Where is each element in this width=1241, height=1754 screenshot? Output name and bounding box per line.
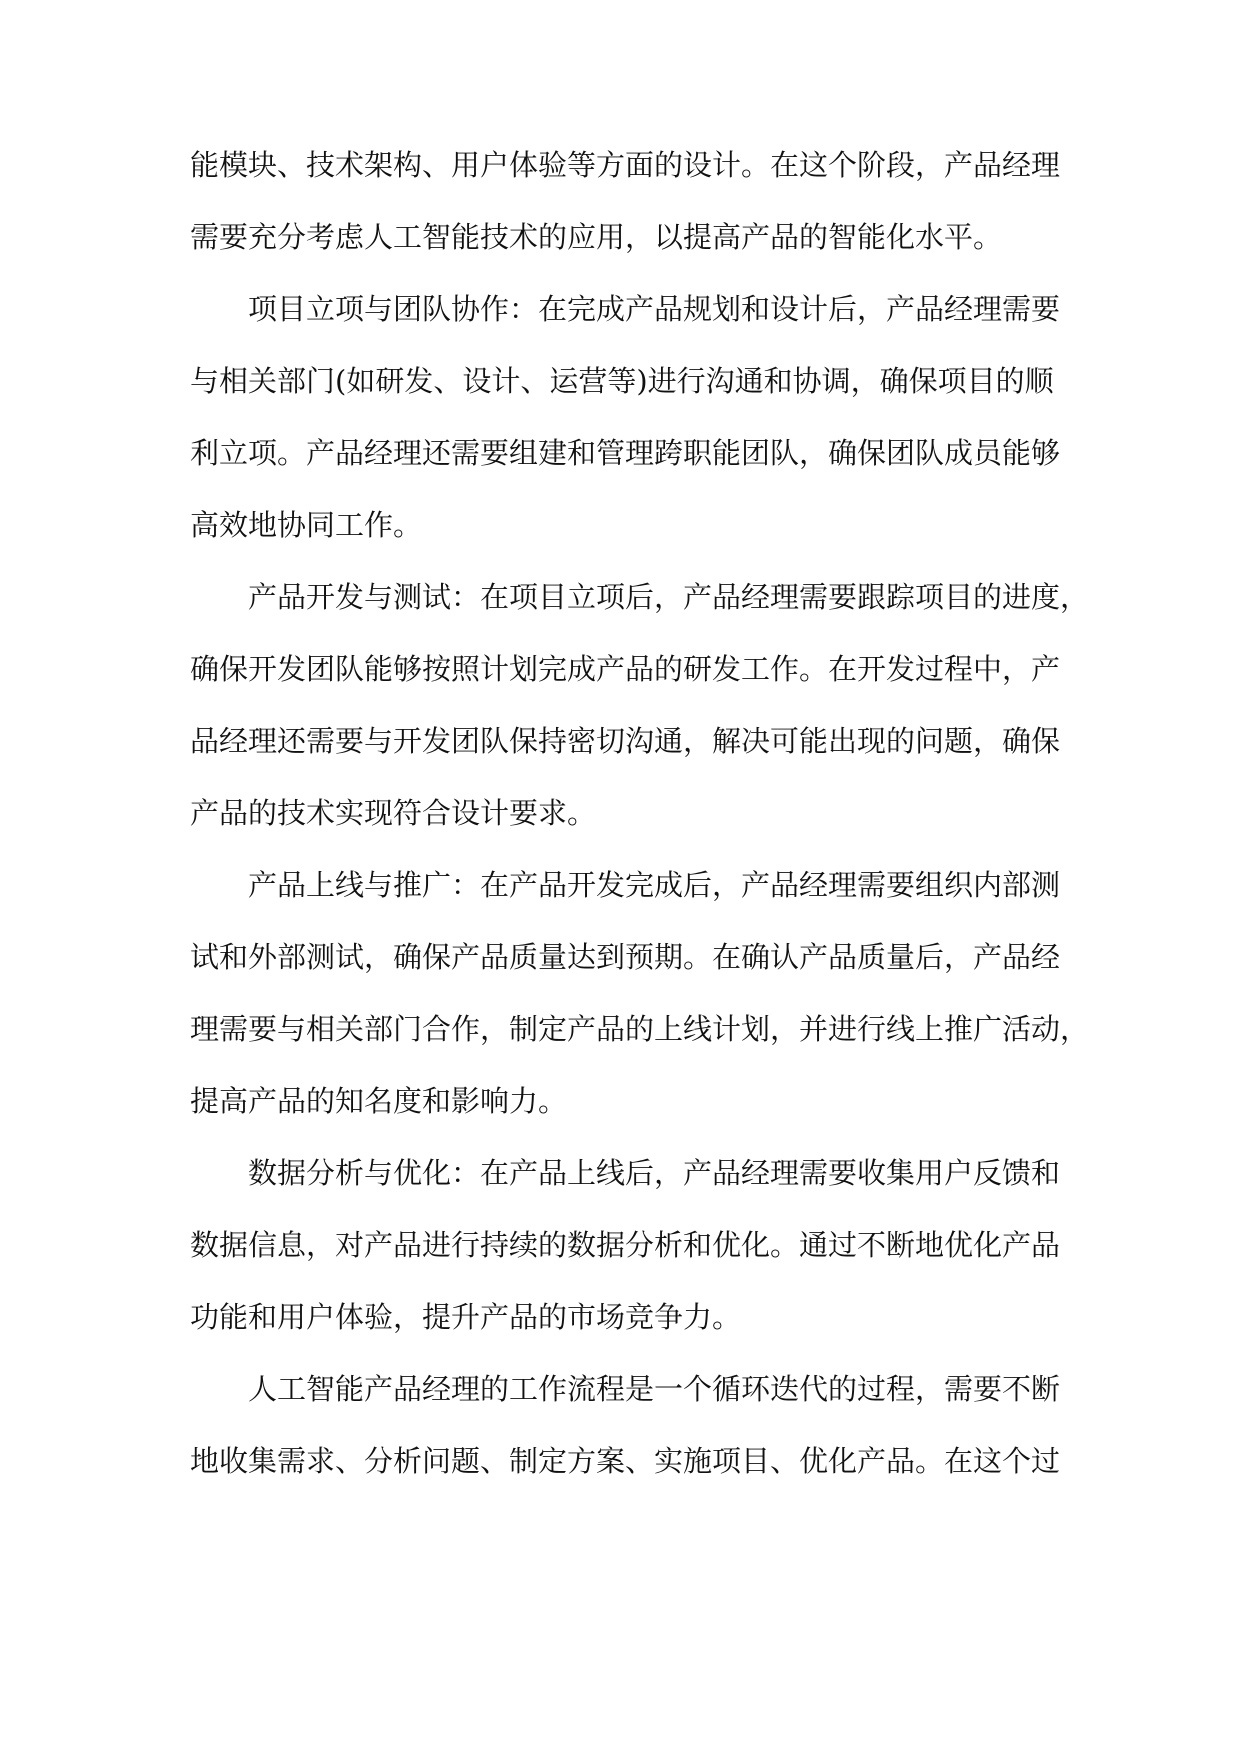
text-line: 数据分析与优化：在产品上线后，产品经理需要收集用户反馈和 bbox=[248, 1156, 1061, 1190]
text-line: 产品开发与测试：在项目立项后，产品经理需要跟踪项目的进度， bbox=[248, 580, 1090, 614]
text-line: 人工智能产品经理的工作流程是一个循环迭代的过程，需要不断 bbox=[248, 1372, 1061, 1406]
paragraph-design-continuation bbox=[190, 148, 1061, 255]
paragraph-launch-promotion bbox=[190, 868, 1090, 1119]
text-line: 需要充分考虑人工智能技术的应用，以提高产品的智能化水平。 bbox=[190, 220, 1003, 254]
paragraph-project-initiation bbox=[190, 292, 1061, 543]
document-body bbox=[190, 148, 1090, 1516]
text-line: 高效地协同工作。 bbox=[190, 508, 423, 542]
text-line: 产品的技术实现符合设计要求。 bbox=[190, 796, 597, 830]
text-line: 功能和用户体验，提升产品的市场竞争力。 bbox=[190, 1300, 742, 1334]
text-line: 能模块、技术架构、用户体验等方面的设计。在这个阶段，产品经理 bbox=[190, 148, 1061, 182]
paragraph-data-analysis bbox=[190, 1156, 1061, 1335]
paragraph-development-testing bbox=[190, 580, 1090, 831]
text-line: 地收集需求、分析问题、制定方案、实施项目、优化产品。在这个过 bbox=[190, 1444, 1061, 1478]
text-line: 确保开发团队能够按照计划完成产品的研发工作。在开发过程中，产 bbox=[190, 652, 1061, 686]
text-line: 与相关部门(如研发、设计、运营等)进行沟通和协调，确保项目的顺 bbox=[190, 364, 1054, 398]
paragraph-iteration bbox=[190, 1372, 1061, 1479]
text-line: 试和外部测试，确保产品质量达到预期。在确认产品质量后，产品经 bbox=[190, 940, 1061, 974]
text-line: 项目立项与团队协作：在完成产品规划和设计后，产品经理需要 bbox=[248, 292, 1061, 326]
text-line: 产品上线与推广：在产品开发完成后，产品经理需要组织内部测 bbox=[248, 868, 1061, 902]
text-line: 数据信息，对产品进行持续的数据分析和优化。通过不断地优化产品 bbox=[190, 1228, 1061, 1262]
text-line: 理需要与相关部门合作，制定产品的上线计划，并进行线上推广活动， bbox=[190, 1012, 1090, 1046]
text-line: 提高产品的知名度和影响力。 bbox=[190, 1084, 568, 1118]
text-line: 利立项。产品经理还需要组建和管理跨职能团队，确保团队成员能够 bbox=[190, 436, 1061, 470]
text-line: 品经理还需要与开发团队保持密切沟通，解决可能出现的问题，确保 bbox=[190, 724, 1061, 758]
